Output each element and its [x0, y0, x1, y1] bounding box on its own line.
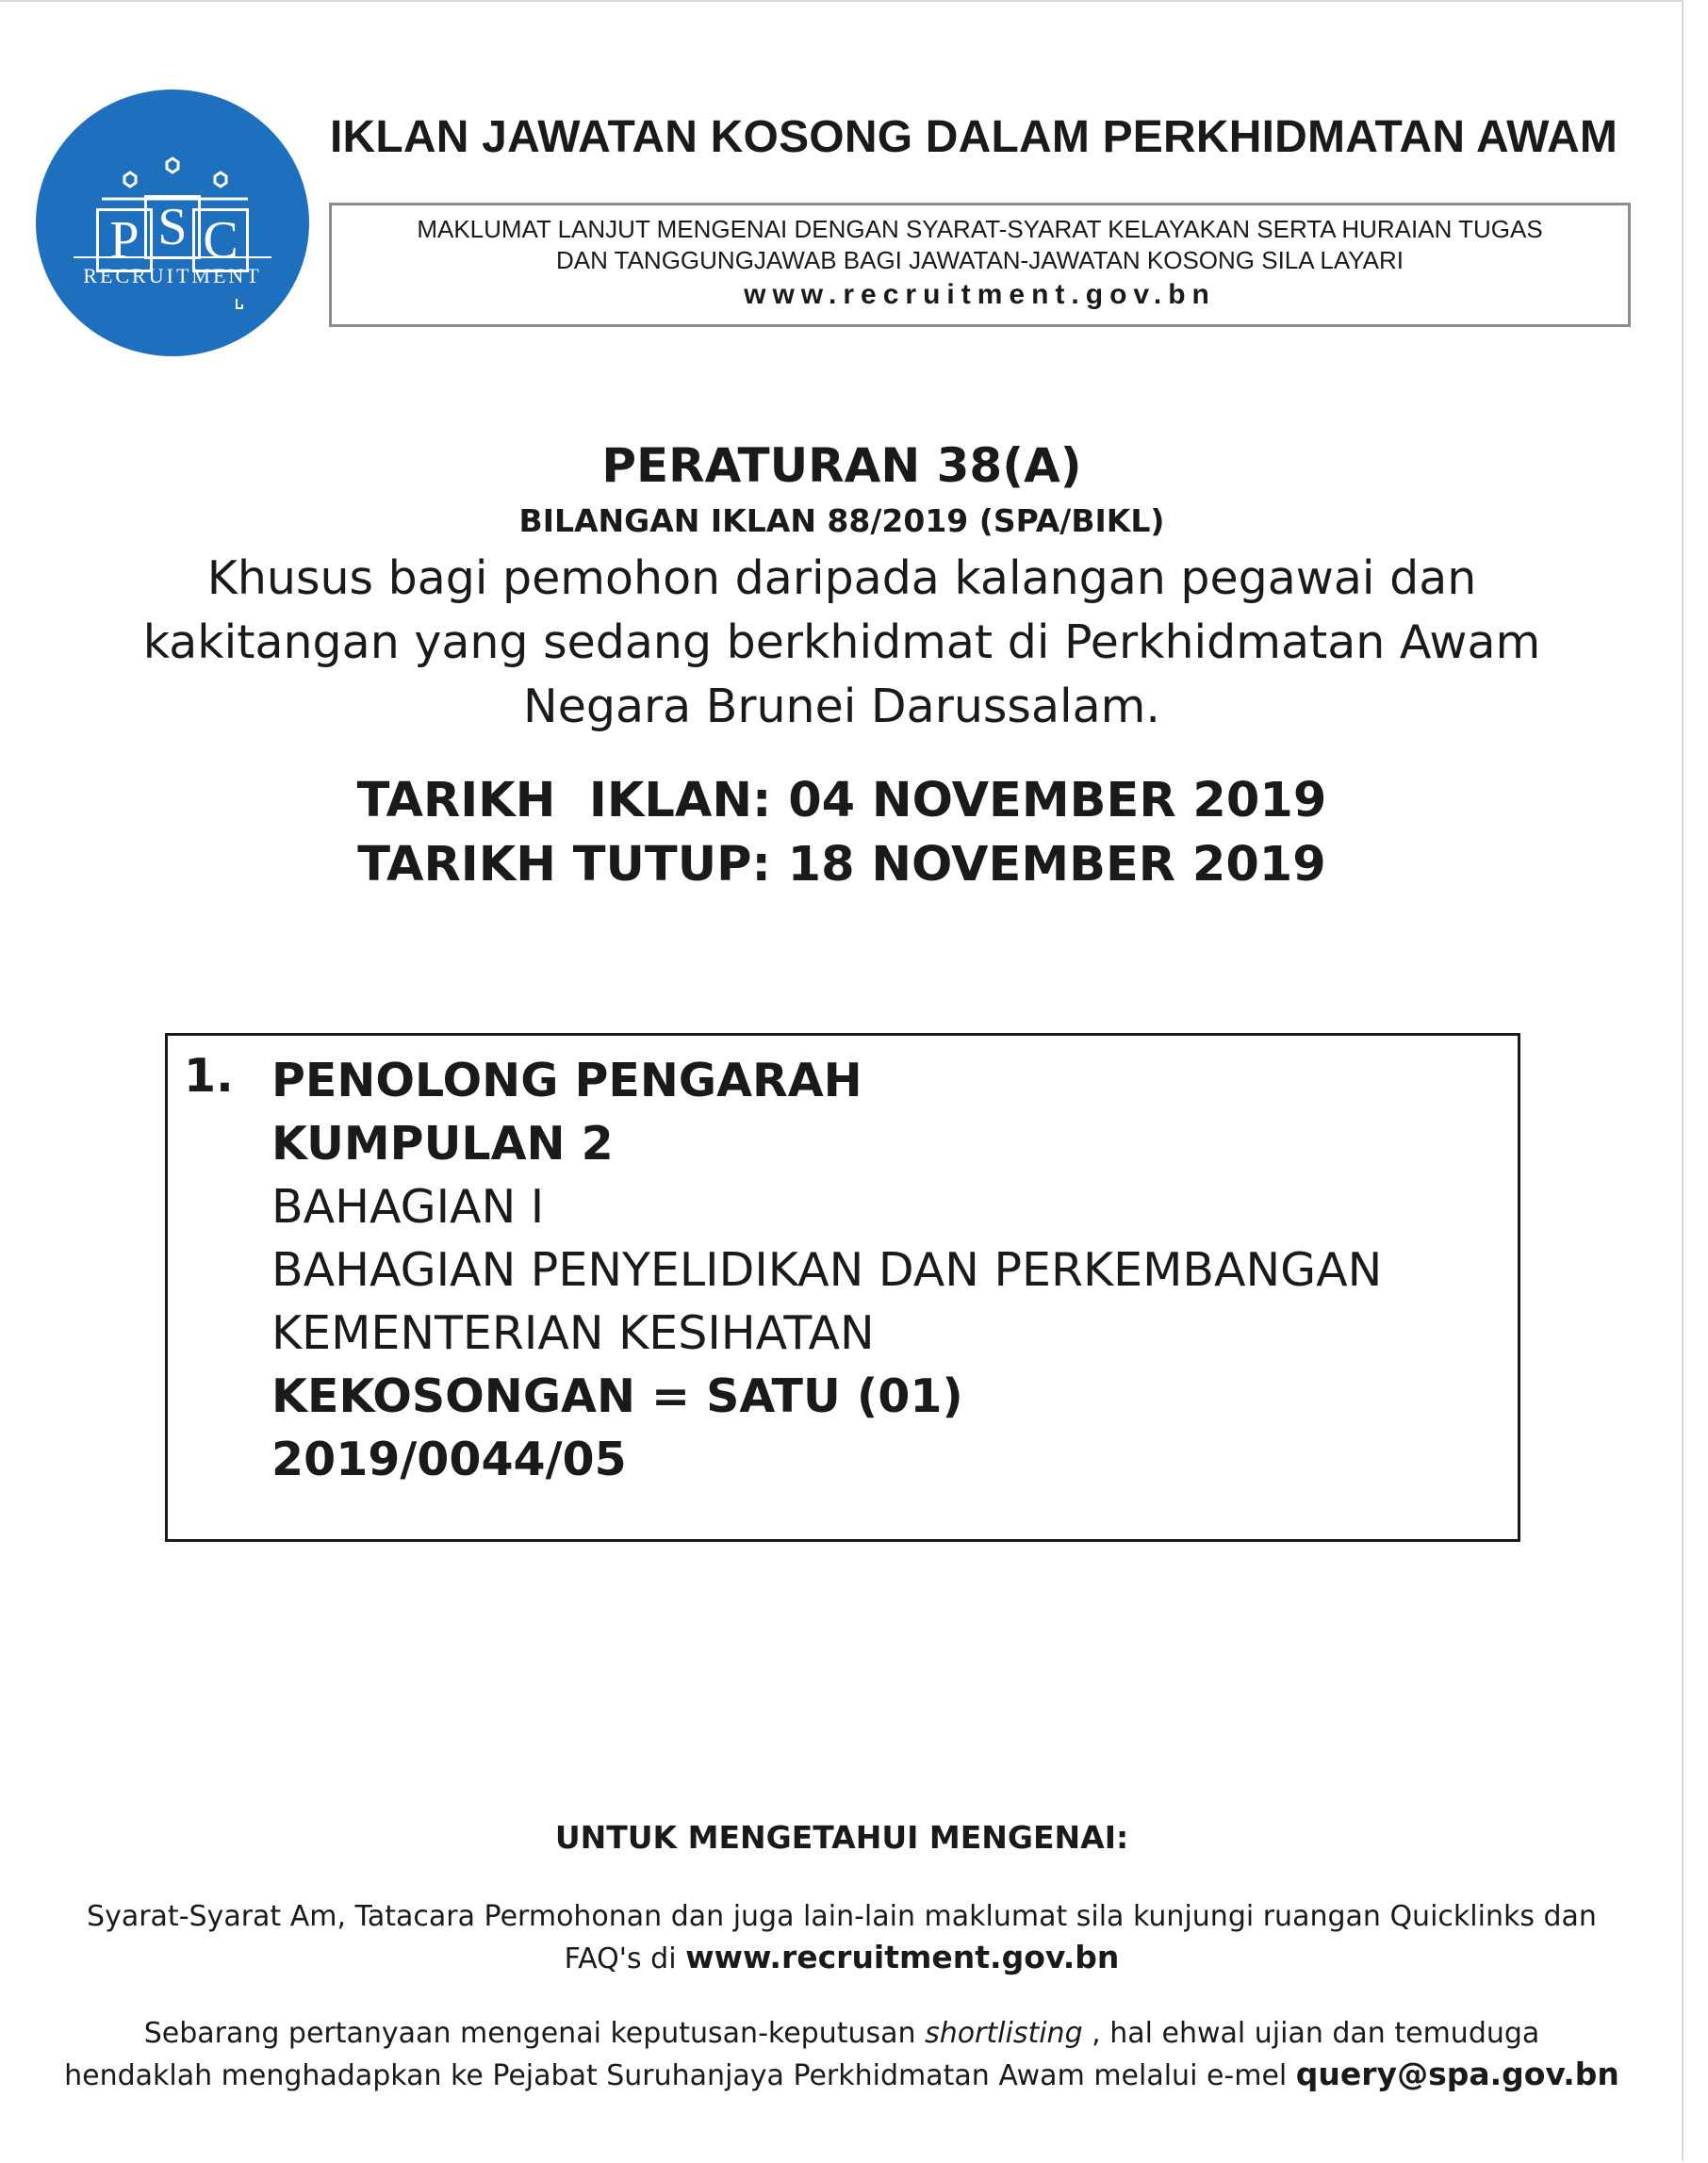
closing-date: TARIKH TUTUP: 18 NOVEMBER 2019: [357, 837, 1326, 893]
vacancy-division: BAHAGIAN I: [271, 1180, 545, 1234]
logo-subtitle: RECRUITMENT: [83, 264, 262, 287]
info-url-link[interactable]: www.recruitment.gov.bn: [744, 279, 1216, 310]
vacancy-position: PENOLONG PENGARAH: [271, 1054, 862, 1107]
vacancy-box: [165, 1033, 1520, 1542]
footer-para2-line1: [0, 2013, 1683, 2054]
footer-shortlisting-term: shortlisting: [925, 2017, 1083, 2050]
footer-para1-line1: Syarat-Syarat Am, Tatacara Permohonan dan juga lain-lain maklumat sila kunjungi ruangan Quicklinks dan: [87, 1900, 1597, 1933]
regulation-title: PERATURAN 38(A): [601, 438, 1082, 493]
vacancy-reference: 2019/0044/05: [271, 1433, 627, 1486]
advertisement-date-text: TARIKH IKLAN: 04 NOVEMBER 2019: [356, 773, 1327, 828]
footer-para2-line2: [0, 2054, 1683, 2096]
vacancy-count: KEKOSONGAN = SATU (01): [271, 1369, 963, 1423]
logo-letter-s: S: [144, 195, 201, 259]
main-heading: IKLAN JAWATAN KOSONG DALAM PERKHIDMATAN AWAM: [330, 112, 1618, 162]
eligibility-line-3: Negara Brunei Darussalam.: [523, 680, 1160, 733]
eligibility-line-1: Khusus bagi pemohon daripada kalangan pegawai dan: [206, 551, 1477, 605]
eligibility-text: [0, 547, 1683, 739]
eligibility-line-2: kakitangan yang sedang berkhidmat di Perkhidmatan Awam: [142, 615, 1541, 669]
vacancy-ministry: KEMENTERIAN KESIHATAN: [271, 1306, 875, 1360]
footer-para2-line2-prefix: hendaklah menghadapkan ke Pejabat Suruhanjaya Perkhidmatan Awam melalui e-mel: [64, 2059, 1296, 2092]
footer-para2-prefix: Sebarang pertanyaan mengenai keputusan-keputusan: [143, 2017, 926, 2050]
vacancy-group: KUMPULAN 2: [271, 1117, 614, 1171]
footer-paragraph-enquiries: [0, 2013, 1683, 2096]
footer-para2-suffix: , hal ehwal ujian dan temuduga: [1082, 2017, 1540, 2050]
vacancy-number: 1.: [184, 1049, 234, 1103]
logo-letter-p: P: [96, 208, 153, 272]
footer-paragraph-general: [0, 1896, 1683, 1979]
footer-recruitment-link[interactable]: www.recruitment.gov.bn: [685, 1939, 1120, 1975]
footer-para1-prefix: FAQ's di: [564, 1942, 686, 1975]
advertisement-date: [0, 773, 1683, 828]
footer-para1-line2: [0, 1937, 1683, 1979]
info-line-2: DAN TANGGUNGJAWAB BAGI JAWATAN-JAWATAN KOSONG SILA LAYARI: [555, 246, 1404, 274]
footer-email-link[interactable]: query@spa.gov.bn: [1295, 2056, 1619, 2092]
info-box: [329, 203, 1631, 327]
vacancy-details: [271, 1049, 1382, 1491]
footer-heading: UNTUK MENGETAHUI MENGENAI:: [554, 1819, 1129, 1856]
logo-letter-c: C: [192, 208, 249, 272]
psc-recruitment-logo: [36, 90, 309, 356]
ad-number: BILANGAN IKLAN 88/2019 (SPA/BIKL): [518, 502, 1165, 539]
vacancy-department: BAHAGIAN PENYELIDIKAN DAN PERKEMBANGAN: [271, 1243, 1383, 1297]
info-line-1: MAKLUMAT LANJUT MENGENAI DENGAN SYARAT-SYARAT KELAYAKAN SERTA HURAIAN TUGAS: [417, 215, 1543, 243]
